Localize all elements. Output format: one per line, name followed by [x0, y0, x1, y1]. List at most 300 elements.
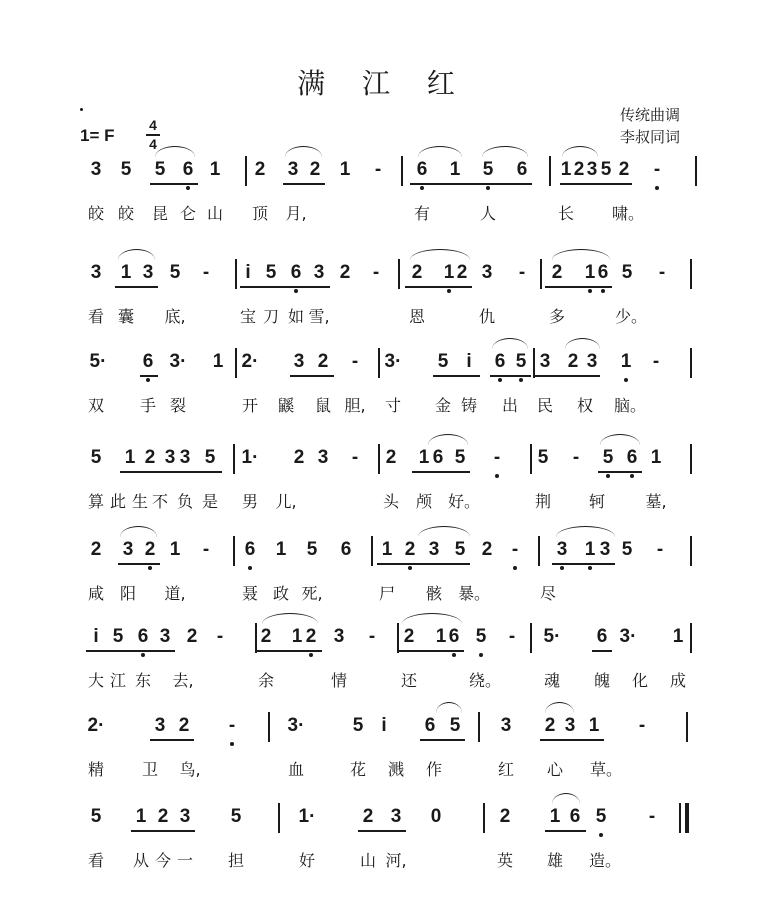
note: 5	[595, 806, 607, 827]
low-octave-dot	[452, 653, 456, 657]
lyric-syllable: 不	[151, 492, 168, 511]
eighth-underline	[240, 286, 330, 288]
note: 2	[186, 626, 198, 647]
note: 2·	[241, 351, 259, 372]
note: 5	[454, 447, 466, 468]
lyric-syllable: 手	[139, 396, 156, 415]
lyric-syllable: 死,	[301, 584, 323, 603]
barline	[371, 536, 373, 566]
barline	[268, 712, 270, 742]
eighth-underline	[120, 471, 222, 473]
low-octave-dot	[655, 186, 659, 190]
lyrics-credit: 李叔同词	[620, 128, 681, 146]
low-octave-dot	[599, 833, 603, 837]
lyric-syllable: 刀	[262, 307, 279, 326]
note: 3	[564, 715, 576, 736]
note: 1	[650, 447, 662, 468]
note: 1	[584, 539, 596, 560]
note: -	[216, 626, 224, 647]
eighth-underline	[420, 739, 465, 741]
final-barline-thick	[685, 803, 689, 833]
eighth-underline	[535, 375, 600, 377]
slur	[552, 793, 580, 804]
note: 3	[142, 262, 154, 283]
note: 1	[275, 539, 287, 560]
lyric-syllable: 绕。	[469, 671, 502, 690]
final-barline-thin	[679, 803, 681, 833]
eighth-underline	[598, 471, 642, 473]
low-octave-dot	[230, 742, 234, 746]
note: 3	[390, 806, 402, 827]
low-octave-dot	[294, 289, 298, 293]
eighth-underline	[150, 183, 198, 185]
lyric-syllable: 皎	[117, 204, 134, 223]
barline	[235, 259, 237, 289]
note: 5	[265, 262, 277, 283]
note: 3	[428, 539, 440, 560]
eighth-underline	[377, 563, 470, 565]
note: 3	[122, 539, 134, 560]
lyric-syllable: 溅	[387, 760, 404, 779]
lyric-syllable: 颅	[415, 492, 432, 511]
lyric-syllable: 聂	[241, 584, 258, 603]
eighth-underline	[399, 650, 464, 652]
note: 5	[602, 447, 614, 468]
note: i	[93, 626, 99, 647]
lyric-syllable: 男	[241, 492, 258, 511]
note: 1	[418, 447, 430, 468]
lyric-syllable: 多	[548, 307, 565, 326]
note: 3	[179, 806, 191, 827]
lyric-syllable: 好	[298, 851, 315, 870]
barline	[530, 444, 532, 474]
lyric-syllable: 造。	[589, 851, 622, 870]
eighth-underline	[86, 650, 175, 652]
note: 1	[549, 806, 561, 827]
eighth-underline	[283, 183, 325, 185]
lyric-syllable: 仇	[478, 307, 495, 326]
low-octave-dot	[606, 474, 610, 478]
eighth-underline	[405, 286, 472, 288]
note: -	[508, 626, 516, 647]
note: -	[351, 351, 359, 372]
note: 6	[626, 447, 638, 468]
note: 3	[159, 626, 171, 647]
lyric-syllable: 鸟,	[179, 760, 201, 779]
low-octave-dot	[630, 474, 634, 478]
barline	[690, 623, 692, 653]
barline	[255, 623, 257, 653]
lyric-syllable: 少。	[615, 307, 648, 326]
lyric-syllable: 雄	[546, 851, 563, 870]
note: -	[511, 539, 519, 560]
lyric-syllable: 铸	[460, 396, 477, 415]
note: -	[656, 539, 664, 560]
low-octave-dot	[141, 653, 145, 657]
note: 2	[178, 715, 190, 736]
note: 1	[339, 159, 351, 180]
note: 5	[90, 806, 102, 827]
lyric-syllable: 卫	[141, 760, 158, 779]
note: 5	[621, 262, 633, 283]
lyric-syllable: 花	[349, 760, 366, 779]
note: 2	[317, 351, 329, 372]
note: 2	[362, 806, 374, 827]
note: 5	[515, 351, 527, 372]
note: 6	[494, 351, 506, 372]
note: 3	[179, 447, 191, 468]
lyric-syllable: 如	[287, 307, 304, 326]
note: 5	[437, 351, 449, 372]
note: 1	[209, 159, 221, 180]
barline	[533, 348, 535, 378]
slur	[428, 434, 468, 445]
barline	[401, 156, 403, 186]
eighth-underline	[150, 739, 194, 741]
note: 5	[169, 262, 181, 283]
lyric-syllable: 政	[272, 584, 289, 603]
note: 2	[481, 539, 493, 560]
lyric-syllable: 权	[576, 396, 593, 415]
note: 2	[544, 715, 556, 736]
note: -	[653, 159, 661, 180]
lyric-syllable: 山	[359, 851, 376, 870]
barline	[690, 259, 692, 289]
lyric-syllable: 寸	[384, 396, 401, 415]
barline	[245, 156, 247, 186]
lyric-syllable: 是	[201, 492, 218, 511]
note: 2	[157, 806, 169, 827]
slur	[556, 526, 615, 537]
note: -	[202, 539, 210, 560]
note: 2	[385, 447, 397, 468]
note: 6	[432, 447, 444, 468]
slur	[155, 146, 195, 157]
eighth-underline	[490, 375, 531, 377]
lyric-syllable: 红	[497, 760, 514, 779]
note: 1	[620, 351, 632, 372]
lyric-syllable: 胆,	[344, 396, 366, 415]
note: 2	[618, 159, 630, 180]
lyric-syllable: 情	[330, 671, 347, 690]
note: -	[374, 159, 382, 180]
barline	[549, 156, 551, 186]
lyric-syllable: 魄	[593, 671, 610, 690]
note: 1	[560, 159, 572, 180]
note: 3	[539, 351, 551, 372]
note: 6	[569, 806, 581, 827]
barline	[397, 623, 399, 653]
note: 6	[340, 539, 352, 560]
lyric-syllable: 还	[400, 671, 417, 690]
note: 1	[120, 262, 132, 283]
eighth-underline	[592, 650, 612, 652]
note: 1	[672, 626, 684, 647]
slur	[410, 249, 470, 260]
note: 1	[435, 626, 447, 647]
barline	[378, 444, 380, 474]
note: 5	[449, 715, 461, 736]
song-title: 满 江 红	[297, 67, 469, 100]
eighth-underline	[290, 375, 334, 377]
note: 6	[596, 626, 608, 647]
lyric-syllable: 宝	[239, 307, 256, 326]
eighth-underline	[118, 563, 160, 565]
note: 2	[551, 262, 563, 283]
lyric-syllable: 化	[631, 671, 648, 690]
note: 2	[144, 539, 156, 560]
eighth-underline	[540, 739, 604, 741]
lyric-syllable: 啸。	[612, 204, 645, 223]
note: -	[652, 351, 660, 372]
eighth-underline	[545, 830, 586, 832]
lyric-syllable: 今	[154, 851, 171, 870]
note: 1	[381, 539, 393, 560]
note: 3	[313, 262, 325, 283]
note: 1	[212, 351, 224, 372]
time-signature-bottom: 4	[149, 135, 157, 152]
lyric-syllable: 墓,	[645, 492, 667, 511]
low-octave-dot	[309, 653, 313, 657]
slur	[562, 146, 598, 157]
slur	[492, 338, 528, 349]
note: 5	[90, 447, 102, 468]
low-octave-dot	[519, 378, 523, 382]
slur	[118, 249, 155, 260]
note: 3	[90, 262, 102, 283]
barline	[695, 156, 697, 186]
lyric-syllable: 鼠	[314, 396, 331, 415]
lyric-syllable: 此	[109, 492, 126, 511]
note: 1	[449, 159, 461, 180]
eighth-underline	[560, 183, 632, 185]
low-octave-dot	[479, 653, 483, 657]
barline	[538, 536, 540, 566]
note: 2	[456, 262, 468, 283]
low-octave-dot	[420, 186, 424, 190]
eighth-underline	[131, 830, 195, 832]
low-octave-dot	[588, 289, 592, 293]
lyric-syllable: 担	[227, 851, 244, 870]
note: 1	[443, 262, 455, 283]
lyric-syllable: 负	[176, 492, 193, 511]
note: 1	[169, 539, 181, 560]
note: 5	[120, 159, 132, 180]
note: 6	[182, 159, 194, 180]
note: 2	[90, 539, 102, 560]
barline	[235, 348, 237, 378]
barline	[686, 712, 688, 742]
note: 2	[305, 626, 317, 647]
lyric-syllable: 囊	[117, 307, 134, 326]
note: 2	[260, 626, 272, 647]
barline	[478, 712, 480, 742]
dot-mark	[80, 108, 83, 111]
note: 3	[90, 159, 102, 180]
lyric-syllable: 从	[132, 851, 149, 870]
note: 3·	[384, 351, 402, 372]
lyric-syllable: 脑。	[614, 396, 647, 415]
eighth-underline	[115, 286, 158, 288]
note: -	[202, 262, 210, 283]
lyric-syllable: 开	[241, 396, 258, 415]
slur	[436, 702, 462, 713]
lyric-syllable: 有	[413, 204, 430, 223]
low-octave-dot	[248, 566, 252, 570]
lyric-syllable: 尸	[378, 584, 395, 603]
lyric-syllable: 底,	[164, 307, 186, 326]
barline	[530, 623, 532, 653]
lyric-syllable: 出	[501, 396, 518, 415]
barline	[378, 348, 380, 378]
note: i	[381, 715, 387, 736]
note: 3	[556, 539, 568, 560]
note: 5	[537, 447, 549, 468]
note: 3	[287, 159, 299, 180]
note: 5	[306, 539, 318, 560]
note: -	[351, 447, 359, 468]
note: -	[648, 806, 656, 827]
note: 1·	[241, 447, 259, 468]
eighth-underline	[433, 375, 480, 377]
lyric-syllable: 道,	[164, 584, 186, 603]
lyric-syllable: 恩	[408, 307, 425, 326]
note: -	[228, 715, 236, 736]
slur	[565, 338, 600, 349]
lyric-syllable: 人	[479, 204, 496, 223]
lyric-syllable: 大	[87, 671, 104, 690]
note: 2	[404, 539, 416, 560]
note: 5·	[89, 351, 107, 372]
note: 3	[586, 351, 598, 372]
note: 2·	[87, 715, 105, 736]
note: -	[638, 715, 646, 736]
eighth-underline	[140, 375, 158, 377]
note: 3	[333, 626, 345, 647]
low-octave-dot	[148, 566, 152, 570]
note: 6	[290, 262, 302, 283]
eighth-underline	[552, 563, 615, 565]
lyric-syllable: 成	[669, 671, 686, 690]
barline	[483, 803, 485, 833]
lyric-syllable: 月,	[285, 204, 307, 223]
slur	[482, 146, 528, 157]
slur	[600, 434, 640, 445]
note: 3	[164, 447, 176, 468]
note: 5	[621, 539, 633, 560]
slur	[285, 146, 322, 157]
low-octave-dot	[513, 566, 517, 570]
barline	[690, 536, 692, 566]
music-credit: 传统曲调	[620, 106, 681, 124]
lyric-syllable: 长	[557, 204, 574, 223]
note: 2	[403, 626, 415, 647]
note: 1	[135, 806, 147, 827]
lyric-syllable: 英	[496, 851, 513, 870]
note: 3	[586, 159, 598, 180]
note: 3	[317, 447, 329, 468]
time-signature	[146, 118, 160, 152]
lyric-syllable: 骸	[425, 584, 442, 603]
note: 1	[291, 626, 303, 647]
note: -	[368, 626, 376, 647]
barline	[690, 444, 692, 474]
note: 3	[293, 351, 305, 372]
lyric-syllable: 阳	[119, 584, 136, 603]
note: 6	[597, 262, 609, 283]
low-octave-dot	[186, 186, 190, 190]
lyric-syllable: 头	[382, 492, 399, 511]
low-octave-dot	[447, 289, 451, 293]
note: 5·	[543, 626, 561, 647]
note: 2	[144, 447, 156, 468]
note: 6	[416, 159, 428, 180]
lyric-syllable: 心	[546, 760, 563, 779]
note: 2	[411, 262, 423, 283]
lyric-syllable: 昆	[151, 204, 168, 223]
lyric-syllable: 尽	[539, 584, 556, 603]
note: -	[572, 447, 580, 468]
lyric-syllable: 去,	[172, 671, 194, 690]
lyric-syllable: 江	[109, 671, 126, 690]
note: -	[518, 262, 526, 283]
note: 5	[230, 806, 242, 827]
slur	[545, 702, 574, 713]
low-octave-dot	[486, 186, 490, 190]
note: i	[466, 351, 472, 372]
note: 3	[481, 262, 493, 283]
slur	[418, 146, 462, 157]
note: 1·	[298, 806, 316, 827]
note: 5	[112, 626, 124, 647]
note: -	[493, 447, 501, 468]
note: 1	[584, 262, 596, 283]
lyric-syllable: 余	[257, 671, 274, 690]
lyric-syllable: 暴。	[458, 584, 491, 603]
eighth-underline	[412, 471, 470, 473]
barline	[540, 259, 542, 289]
low-octave-dot	[624, 378, 628, 382]
lyric-syllable: 皎	[87, 204, 104, 223]
note: 5	[600, 159, 612, 180]
note: 2	[573, 159, 585, 180]
lyric-syllable: 双	[87, 396, 104, 415]
note: 1	[124, 447, 136, 468]
lyric-syllable: 生	[131, 492, 148, 511]
slur	[120, 526, 157, 537]
note: 2	[293, 447, 305, 468]
note: 1	[588, 715, 600, 736]
barline	[398, 259, 400, 289]
note: 5	[352, 715, 364, 736]
note: 0	[430, 806, 442, 827]
lyric-syllable: 咸	[87, 584, 104, 603]
lyric-syllable: 好。	[448, 492, 481, 511]
eighth-underline	[410, 183, 532, 185]
note: 5	[482, 159, 494, 180]
slur	[418, 526, 470, 537]
lyric-syllable: 荆	[534, 492, 551, 511]
note: 2	[567, 351, 579, 372]
low-octave-dot	[146, 378, 150, 382]
note: -	[658, 262, 666, 283]
lyric-syllable: 东	[134, 671, 151, 690]
lyric-syllable: 魂	[543, 671, 560, 690]
lyric-syllable: 顶	[251, 204, 268, 223]
low-octave-dot	[495, 474, 499, 478]
note: 3·	[287, 715, 305, 736]
note: 6	[516, 159, 528, 180]
